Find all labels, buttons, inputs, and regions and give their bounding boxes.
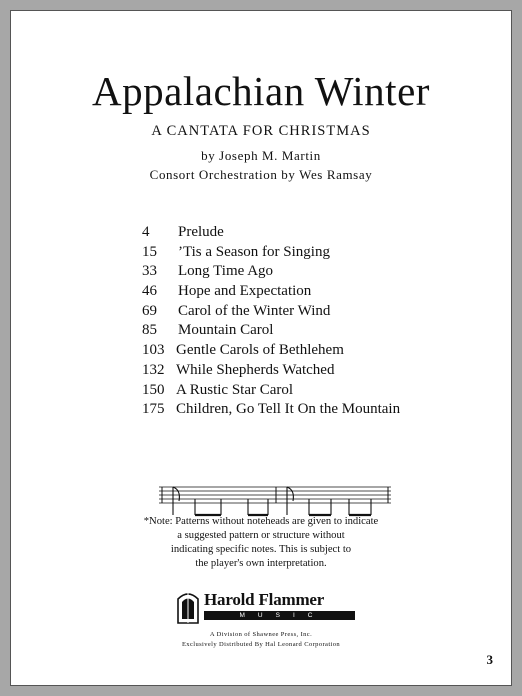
contents-entry [142,361,462,381]
contents-entry [142,400,462,420]
entry-title: Long Time Ago [178,263,274,280]
footnote-line: the player's own interpretation. [195,558,327,569]
page-title: Appalachian Winter [92,68,430,114]
entry-page: 15 [142,243,157,260]
harold-flammer-logo-icon [176,589,200,625]
contents-entry [142,381,462,401]
entry-title: Carol of the Winter Wind [178,302,331,319]
entry-page: 4 [142,224,150,240]
entry-title: Hope and Expectation [178,283,312,300]
publisher-division: A Division of Shawnee Press, Inc. [209,631,313,638]
contents-entry [142,223,462,243]
footnote-line: a suggested pattern or structure without [177,530,345,541]
entry-page: 46 [142,283,157,300]
entry-title: Mountain Carol [178,322,274,339]
entry-title: ’Tis a Season for Singing [178,243,330,260]
entry-title: While Shepherds Watched [176,361,335,378]
entry-page: 33 [142,263,157,280]
publisher-music-band: MUSIC [204,611,355,620]
contents-entry [142,243,462,263]
contents-entry [142,302,462,322]
table-of-contents [142,223,462,420]
score-page [10,10,512,686]
footnote-line: indicating specific notes. This is subject to [170,544,352,555]
contents-entry [142,282,462,302]
entry-page: 85 [142,322,157,339]
publisher-distribution: Exclusively Distributed By Hal Leonard Corporation [181,641,341,648]
pattern-footnote [11,515,511,571]
entry-page: 150 [142,381,165,398]
publisher-logo [176,589,356,629]
entry-title: Prelude [178,224,224,240]
contents-entry [142,321,462,341]
entry-title: Children, Go Tell It On the Mountain [176,401,401,418]
entry-page: 103 [142,342,165,359]
entry-page: 132 [142,361,165,378]
entry-page: 69 [142,302,157,319]
publisher-name: Harold Flammer [204,590,325,609]
contents-entry [142,341,462,361]
entry-page: 175 [142,401,165,418]
page-number: 3 [486,652,493,667]
orchestration-credit: Consort Orchestration by Wes Ramsay [149,167,373,182]
contents-entry [142,262,462,282]
entry-title: Gentle Carols of Bethlehem [176,342,344,359]
entry-title: A Rustic Star Carol [176,381,294,398]
footnote-line: *Note: Patterns without noteheads are given to indicate [143,516,379,527]
subtitle: A CANTATA FOR CHRISTMAS [151,123,371,139]
composer-byline: by Joseph M. Martin [201,148,321,163]
